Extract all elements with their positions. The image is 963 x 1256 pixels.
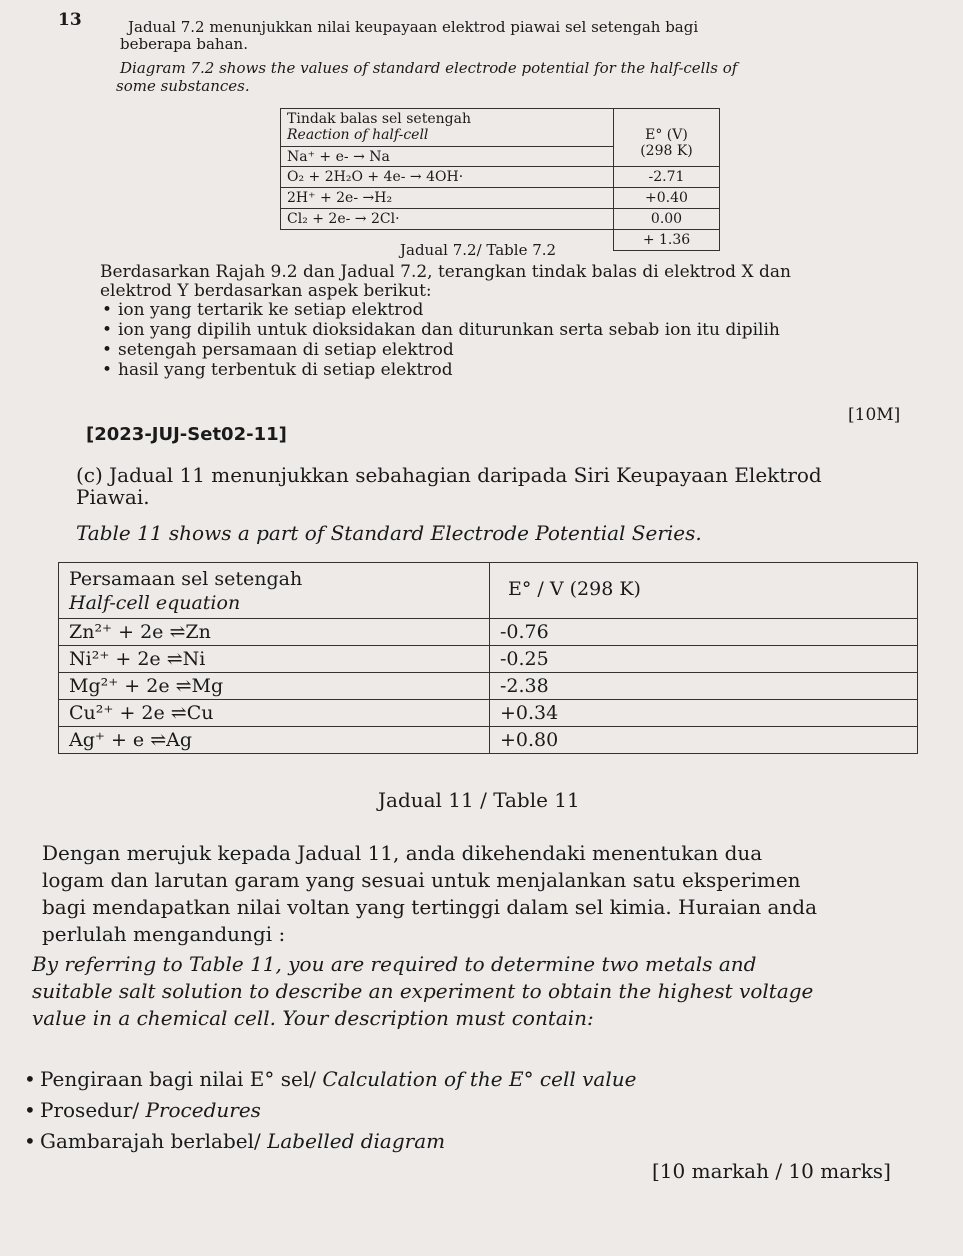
header-temp: (298 K) <box>640 143 693 159</box>
en-para-line: By referring to Table 11, you are required to determine two metals and <box>32 952 757 976</box>
table-cell-value: -2.71 <box>614 167 720 188</box>
ms-para-line: bagi mendapatkan nilai voltan yang tertinggi dalam sel kimia. Huraian anda <box>42 895 818 919</box>
table-11-caption: Jadual 11 / Table 11 <box>378 788 580 812</box>
q11-en-paragraph <box>32 951 932 1032</box>
list-item: • hasil yang terbentuk di setiap elektrod <box>118 360 780 380</box>
bullet-ms: Gambarajah berlabel/ <box>40 1129 268 1153</box>
bullet-en: Procedures <box>145 1098 261 1122</box>
q13-ms-line1: Jadual 7.2 menunjukkan nilai keupayaan elektrod piawai sel setengah bagi <box>128 18 699 36</box>
table-11-header-e: E° / V (298 K) <box>490 563 918 619</box>
table-row: O₂ + 2H₂O + 4e- → 4OH· <box>281 167 614 188</box>
ms-para-line: logam dan larutan garam yang sesuai untuk menjalankan satu eksperimen <box>42 868 801 892</box>
table-row: Zn²⁺ + 2e ⇌Zn <box>59 619 490 646</box>
table-7-2-header-reaction <box>281 109 614 147</box>
ms-para-line: Dengan merujuk kepada Jadual 11, anda dikehendaki menentukan dua <box>42 841 763 865</box>
ms-para-line: perlulah mengandungi : <box>42 922 286 946</box>
table-11-header-equation <box>59 563 490 619</box>
list-item <box>40 1097 636 1124</box>
question-number: 13 <box>58 10 82 30</box>
table-11 <box>58 562 918 754</box>
q11-ms-paragraph <box>42 840 932 948</box>
table-cell-value: +0.34 <box>490 700 918 727</box>
table-row: Ag⁺ + e ⇌Ag <box>59 727 490 754</box>
table-row: Na⁺ + e- → Na <box>281 147 614 167</box>
q13-task-line2: elektrod Y berdasarkan aspek berikut: <box>100 281 432 301</box>
table-cell-value: +0.80 <box>490 727 918 754</box>
en-para-line: value in a chemical cell. Your description must contain: <box>32 1006 594 1030</box>
list-item: • ion yang dipilih untuk dioksidakan dan diturunkan serta sebab ion itu dipilih <box>118 320 780 340</box>
list-item <box>40 1066 636 1093</box>
table-row: Cu²⁺ + 2e ⇌Cu <box>59 700 490 727</box>
table-cell-value: -2.38 <box>490 673 918 700</box>
table-7-2-header-e <box>614 109 720 167</box>
table-7-2 <box>280 108 720 251</box>
bullet-en: Calculation of the E° cell value <box>322 1067 637 1091</box>
en-para-line: suitable salt solution to describe an experiment to obtain the highest voltage <box>32 979 814 1003</box>
table-row: 2H⁺ + 2e- →H₂ <box>281 188 614 209</box>
table-cell-value: 0.00 <box>614 209 720 230</box>
table-row: Mg²⁺ + 2e ⇌Mg <box>59 673 490 700</box>
header-e: E° (V) <box>645 127 688 143</box>
bullet-en: Labelled diagram <box>267 1129 446 1153</box>
q11-part-ms-line1: (c) Jadual 11 menunjukkan sebahagian daripada Siri Keupayaan Elektrod <box>76 463 822 487</box>
table-cell-value: + 1.36 <box>614 230 720 251</box>
q13-en-line2: some substances. <box>116 77 250 95</box>
q11-bullet-list <box>40 1066 636 1155</box>
table-7-2-caption: Jadual 7.2/ Table 7.2 <box>400 241 557 259</box>
table-cell-value: +0.40 <box>614 188 720 209</box>
q13-en-line1: Diagram 7.2 shows the values of standard electrode potential for the half-cells of <box>120 59 738 77</box>
q13-task-line1: Berdasarkan Rajah 9.2 dan Jadual 7.2, terangkan tindak balas di elektrod X dan <box>100 262 791 282</box>
bullet-ms: Prosedur/ <box>40 1098 146 1122</box>
table-row: Ni²⁺ + 2e ⇌Ni <box>59 646 490 673</box>
header-en: Reaction of half-cell <box>287 127 429 143</box>
table-cell-value: -0.25 <box>490 646 918 673</box>
header-ms: Persamaan sel setengah <box>69 568 303 590</box>
q11-part-ms-line2: Piawai. <box>76 485 150 509</box>
q13-marks: [10M] <box>848 405 901 425</box>
q13-ms-line2: beberapa bahan. <box>120 35 248 53</box>
list-item <box>40 1128 636 1155</box>
bullet-ms: Pengiraan bagi nilai E° sel/ <box>40 1067 323 1091</box>
q13-bullet-list <box>118 300 780 380</box>
table-row: Cl₂ + 2e- → 2Cl· <box>281 209 614 230</box>
table-cell-value: -0.76 <box>490 619 918 646</box>
source-reference: [2023-JUJ-Set02-11] <box>86 424 287 445</box>
header-en: Half-cell equation <box>69 592 241 614</box>
q11-marks: [10 markah / 10 marks] <box>652 1159 891 1183</box>
list-item: • ion yang tertarik ke setiap elektrod <box>118 300 780 320</box>
header-ms: Tindak balas sel setengah <box>287 111 471 127</box>
q11-part-en: Table 11 shows a part of Standard Electrode Potential Series. <box>76 521 702 545</box>
list-item: • setengah persamaan di setiap elektrod <box>118 340 780 360</box>
